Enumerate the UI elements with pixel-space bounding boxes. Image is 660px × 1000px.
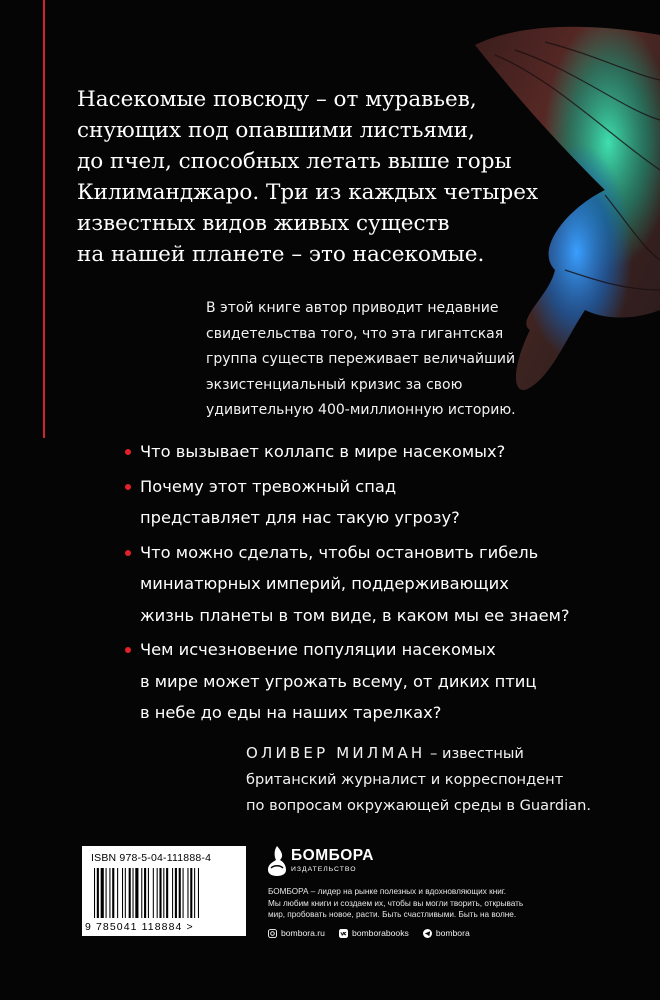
intro-paragraph [77, 84, 539, 270]
barcode-bar [109, 868, 110, 918]
description-line: свидетельства того, что эта гигантская [206, 325, 504, 342]
barcode-bar [117, 868, 118, 918]
question-item [140, 537, 570, 632]
publisher-logo [268, 846, 388, 880]
question-item [140, 634, 560, 729]
red-bullet-icon [125, 484, 131, 490]
barcode-bar [198, 868, 199, 918]
barcode-bar [125, 868, 126, 918]
question-line: Чем исчезновение популяции насекомых [140, 640, 496, 659]
vk-icon [339, 929, 348, 938]
description-line: группа существ переживает величайший [206, 351, 516, 367]
question-line: представляет для нас такую угрозу? [140, 508, 460, 527]
red-vertical-line [43, 0, 45, 438]
question-item [140, 471, 560, 534]
barcode-bar [94, 868, 95, 918]
barcode-bar [129, 868, 131, 918]
description-paragraph [206, 296, 526, 424]
question-line: в небе до еды на наших тарелках? [140, 703, 442, 722]
barcode-bar [183, 868, 184, 918]
question-line: миниатюрных империй, поддерживающих [140, 574, 509, 593]
barcode-bar [179, 868, 181, 918]
social-link-site[interactable] [268, 928, 325, 938]
barcode-bar [194, 868, 195, 918]
publisher-blurb [268, 886, 558, 921]
author-line: британский журналист и корреспондент [246, 771, 564, 788]
barcode-bar [153, 868, 154, 918]
author-role: – известный [425, 745, 524, 762]
barcode-bar [172, 868, 173, 918]
social-links [268, 926, 484, 940]
social-label: bomborabooks [351, 928, 409, 938]
question-line: в мире может угрожать всему, от диких птиц [140, 671, 537, 691]
barcode-bar [159, 868, 161, 918]
barcode-bar [106, 868, 107, 918]
question-line: Что вызывает коллапс в мире насекомых? [140, 442, 506, 461]
author-line: по вопросам окружающей среды в Guardian. [246, 797, 592, 814]
description-line: экзистенциальный кризис за свою [206, 376, 463, 393]
isbn-number: ISBN 978-5-04-111888-4 [91, 852, 212, 864]
question-line: жизнь планеты в том виде, в каком мы ее знаем? [140, 605, 570, 625]
author-line [246, 740, 566, 767]
question-list [140, 436, 570, 732]
publisher-subtitle: ИЗДАТЕЛЬСТВО [291, 866, 357, 873]
barcode-digits: 9 785041 118884 > [85, 921, 194, 933]
barcode-bar [144, 868, 146, 918]
intro-line: на нашей планете – это насекомые. [77, 242, 485, 267]
publisher-name: БОМБОРА [291, 847, 374, 864]
barcode-bar [135, 868, 138, 918]
social-label: bombora [435, 928, 470, 938]
barcode-bar [157, 868, 158, 918]
publisher-line: БОМБОРА – лидер на рынке полезных и вдохновляющих книг. [268, 887, 507, 896]
question-line: Что можно сделать, чтобы остановить гибель [140, 542, 539, 562]
publisher-line: мир, пробовать новое, расти. Быть счастливыми. Быть на волне. [268, 910, 517, 919]
social-link-vk[interactable] [339, 928, 409, 938]
barcode-bar [166, 868, 168, 918]
description-line: В этой книге автор приводит недавние [206, 300, 499, 316]
barcode-block [82, 846, 246, 936]
social-link-telegram[interactable] [423, 928, 470, 938]
author-name: ОЛИВЕР МИЛМАН [246, 744, 426, 762]
barcode-bar [97, 868, 99, 918]
red-bullet-icon [125, 647, 131, 653]
barcode-bar [187, 868, 188, 918]
red-bullet-icon [125, 550, 131, 556]
instagram-icon [268, 929, 277, 938]
red-bullet-icon [125, 449, 131, 455]
intro-line: снующих под опавшими листьями, [77, 118, 475, 143]
barcode-bar [175, 868, 177, 918]
intro-line: известных видов живых существ [77, 211, 450, 236]
barcode-bar [133, 868, 134, 918]
barcode-bar [141, 868, 142, 918]
intro-line: до пчел, способных летать выше горы [77, 149, 512, 174]
description-line: удивительную 400-миллионную историю. [206, 402, 516, 418]
barcode-bar [148, 868, 149, 918]
barcode-bar [122, 868, 123, 918]
barcode-bar [112, 868, 114, 918]
publisher-line: Мы любим книги и создаем их, чтобы вы могли творить, открывать [268, 898, 524, 908]
intro-line: Насекомые повсюду – от муравьев, [77, 87, 477, 112]
intro-line: Килиманджаро. Три из каждых четырех [77, 180, 539, 205]
wave-logo-icon [268, 846, 286, 876]
telegram-icon [423, 929, 432, 938]
author-bio [246, 740, 592, 819]
barcode-bar [190, 868, 192, 918]
social-label: bombora.ru [281, 928, 325, 938]
barcode-bar [101, 868, 104, 918]
question-item [140, 436, 560, 468]
barcode-bar [163, 868, 164, 918]
question-line: Почему этот тревожный спад [140, 476, 397, 496]
